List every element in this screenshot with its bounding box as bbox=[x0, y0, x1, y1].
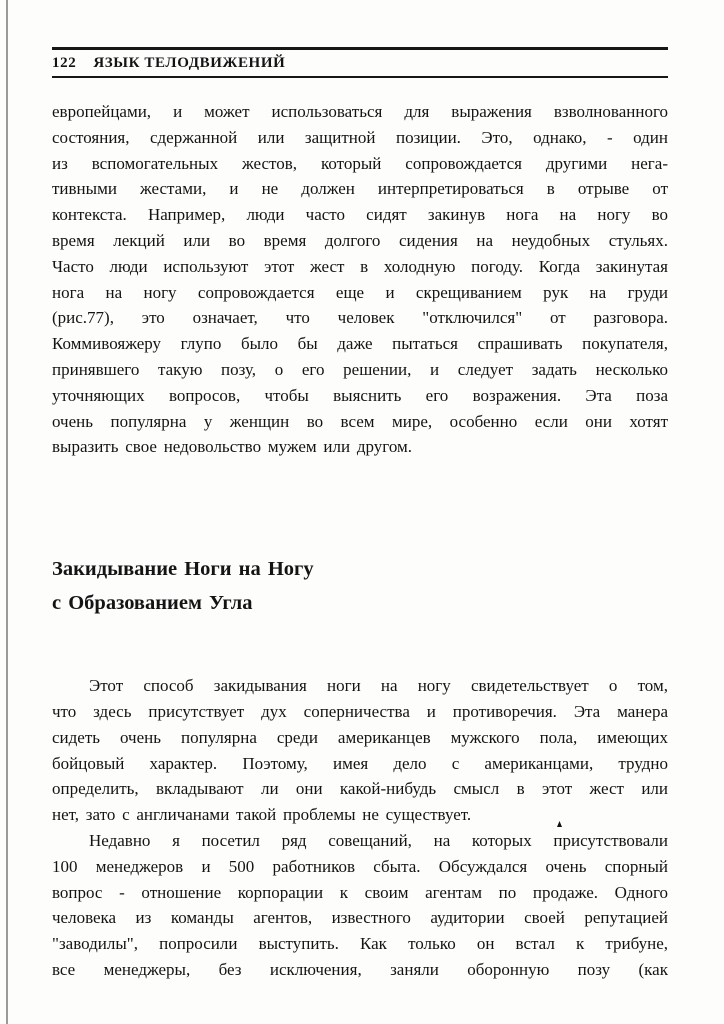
paragraph bbox=[52, 99, 668, 460]
text-line: определить, вкладывают ли они какой-нибудь смысл в этот жест или bbox=[52, 779, 668, 799]
text-line: сидеть очень популярна среди американцев мужского пола, имеющих bbox=[52, 727, 668, 747]
text-line: нога на ногу сопровождается еще и скрещиванием рук на груди bbox=[52, 282, 668, 302]
header-row bbox=[52, 50, 668, 76]
text-line: уточняющих вопросов, чтобы выяснить его возражения. Эта поза bbox=[52, 385, 668, 405]
text-line: "заводилы", попросили выступить. Как только он встал к трибуне, bbox=[52, 934, 668, 954]
text-line: вопрос - отношение корпорации к своим агентам по продаже. Одного bbox=[52, 882, 668, 902]
body-text-intro bbox=[52, 99, 668, 460]
text-line: тивными жестами, и не должен интерпретироваться в отрыве от bbox=[52, 179, 668, 199]
page-number: 122 bbox=[52, 54, 77, 71]
text-line: человека из команды агентов, известного аудитории своей репутацией bbox=[52, 908, 668, 928]
text-line: принявшего такую позу, о его решении, и следует задать несколько bbox=[52, 359, 668, 379]
text-line: Часто люди используют этот жест в холодную погоду. Когда закинутая bbox=[52, 256, 668, 276]
text-line: 100 менеджеров и 500 работников сбыта. Обсуждался очень спорный bbox=[52, 856, 668, 876]
text-line: нет, зато с англичанами такой проблемы не существует. bbox=[52, 805, 472, 825]
text-line: Этот способ закидывания ноги на ногу свидетельствует о том, bbox=[89, 676, 668, 696]
running-header bbox=[52, 47, 668, 78]
section-heading-line-2: с Образованием Угла bbox=[52, 592, 253, 615]
text-line: из вспомогательных жестов, который сопровождается другими нега- bbox=[52, 153, 668, 173]
text-line: что здесь присутствует дух соперничества и противоречия. Эта манера bbox=[52, 701, 668, 721]
header-rule-bottom bbox=[52, 76, 668, 78]
paragraph bbox=[52, 673, 668, 828]
text-line: европейцами, и может использоваться для выражения взволнованного bbox=[52, 102, 668, 121]
text-line: время лекций или во время долгого сидения на неудобных стульях. bbox=[52, 230, 668, 250]
page-content bbox=[52, 0, 668, 983]
text-line: бойцовый характер. Поэтому, имея дело с американцами, трудно bbox=[52, 753, 668, 773]
page-edge-line bbox=[6, 0, 8, 1024]
paragraph bbox=[52, 828, 668, 983]
text-line: (рис.77), это означает, что человек "отключился" от разговора. bbox=[52, 308, 668, 328]
text-line: очень популярна у женщин во всем мире, особенно если они хотят bbox=[52, 411, 668, 431]
section-heading-line-1: Закидывание Ноги на Ногу bbox=[52, 558, 314, 581]
text-line: Коммивояжеру глупо было бы даже пытаться спрашивать покупателя, bbox=[52, 334, 668, 354]
text-line: состояния, сдержанной или защитной позиции. Это, однако, - один bbox=[52, 127, 668, 147]
text-line: выразить свое недовольство мужем или другом. bbox=[52, 437, 413, 457]
section-heading bbox=[52, 552, 668, 620]
running-title: ЯЗЫК ТЕЛОДВИЖЕНИЙ bbox=[93, 54, 286, 71]
text-line: контекста. Например, люди часто сидят закинув нога на ногу во bbox=[52, 205, 668, 225]
body-text-section bbox=[52, 673, 668, 983]
text-line: все менеджеры, без исключения, заняли оборонную позу (как bbox=[52, 959, 668, 979]
text-line: Недавно я посетил ряд совещаний, на которых присутствовали bbox=[89, 830, 668, 850]
